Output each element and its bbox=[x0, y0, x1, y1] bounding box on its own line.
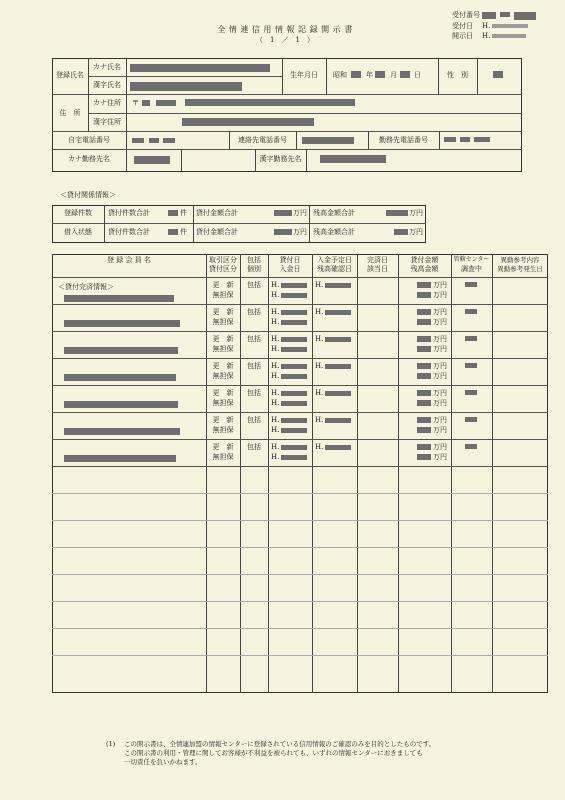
table-row bbox=[0, 306, 565, 331]
kana-work-label: カナ勤務先名 bbox=[68, 155, 110, 163]
address-label: 住 所 bbox=[59, 109, 81, 117]
document-title: 全 情 連 信 用 情 報 記 録 開 示 書 bbox=[217, 25, 353, 34]
col-header-due-date: 入金予定日 bbox=[317, 256, 352, 264]
row-trade-type: 更 新 bbox=[212, 389, 234, 397]
table-row bbox=[0, 360, 565, 385]
summary-row2-label1: 借入状態 bbox=[64, 228, 92, 236]
summary-row2-unit3: 万円 bbox=[409, 228, 423, 236]
row-loan-date: H. bbox=[271, 389, 280, 397]
birth-day-unit: 日 bbox=[414, 71, 421, 79]
kana-name-label: カナ氏名 bbox=[93, 63, 121, 71]
row-loan-date: H. bbox=[271, 362, 280, 370]
row-mode: 包括 bbox=[247, 389, 261, 397]
col-header-paid-date: 完済日 bbox=[367, 256, 388, 264]
row-deposit-date: H. bbox=[271, 426, 280, 434]
row-mode: 包括 bbox=[247, 362, 261, 370]
col-header-loan-date: 貸付日 bbox=[279, 256, 301, 264]
table-row bbox=[0, 441, 565, 466]
kanji-address-redacted bbox=[182, 118, 314, 126]
row-balance-unit: 万円 bbox=[433, 291, 447, 299]
row-due-date: H. bbox=[315, 281, 324, 289]
row-loan-type: 無担保 bbox=[212, 399, 234, 407]
row-loan-amount-unit: 万円 bbox=[433, 416, 447, 424]
row-loan-date: H. bbox=[271, 443, 280, 451]
row-loan-amount-unit: 万円 bbox=[433, 362, 447, 370]
col-header-applicable-date: 該当日 bbox=[367, 265, 388, 273]
row-due-date: H. bbox=[315, 335, 324, 343]
kana-name-redacted bbox=[130, 64, 270, 72]
row-balance-unit: 万円 bbox=[433, 426, 447, 434]
col-header-deposit-date: 入金日 bbox=[279, 265, 301, 273]
loan-info-section-label: ＜貸付関係情報＞ bbox=[60, 191, 116, 199]
row-loan-date: H. bbox=[271, 335, 280, 343]
row-deposit-date: H. bbox=[271, 372, 280, 380]
contact-phone-label: 連絡先電話番号 bbox=[238, 136, 287, 144]
col-header-loan-type: 貸付区分 bbox=[209, 265, 237, 273]
row-loan-amount-unit: 万円 bbox=[433, 281, 447, 289]
kana-address-label: カナ住所 bbox=[93, 99, 121, 107]
row-balance-unit: 万円 bbox=[433, 453, 447, 461]
meta-block bbox=[452, 12, 552, 44]
row-trade-type: 更 新 bbox=[212, 416, 234, 424]
row-loan-amount-unit: 万円 bbox=[433, 335, 447, 343]
kanji-name-redacted bbox=[130, 82, 242, 91]
summary-row2-label3: 貸付金額合計 bbox=[196, 228, 238, 236]
row-mode: 包括 bbox=[247, 335, 261, 343]
row-due-date: H. bbox=[315, 308, 324, 316]
meta-value-disclosure-date: H. bbox=[482, 32, 491, 40]
summary-row2-label4: 残高金額合計 bbox=[313, 228, 355, 236]
summary-row1-label4: 残高金額合計 bbox=[313, 209, 355, 217]
col-header-comprehensive: 包括 bbox=[247, 256, 261, 264]
footer-note-line-3: 一切責任を負いかねます。 bbox=[124, 758, 202, 766]
summary-row2-unit1: 件 bbox=[180, 228, 187, 236]
row-mode: 包括 bbox=[247, 443, 261, 451]
row-loan-date: H. bbox=[271, 416, 280, 424]
row-due-date: H. bbox=[315, 416, 324, 424]
row-loan-type: 無担保 bbox=[212, 345, 234, 353]
summary-row2-label2: 貸付件数合計 bbox=[108, 228, 150, 236]
col-header-member: 登 録 会 員 名 bbox=[107, 256, 151, 264]
kanji-work-label: 漢字勤務先名 bbox=[259, 155, 302, 163]
row-trade-type: 更 新 bbox=[212, 443, 234, 451]
row-loan-date: H. bbox=[271, 308, 280, 316]
birth-year-unit: 年 bbox=[366, 71, 373, 79]
col-header-loan-amount: 貸付金額 bbox=[410, 256, 439, 264]
row-trade-type: 更 新 bbox=[212, 308, 234, 316]
footer-notes bbox=[124, 740, 534, 767]
row-trade-type: 更 新 bbox=[212, 362, 234, 370]
row-deposit-date: H. bbox=[271, 291, 280, 299]
footer-note-line-1: この開示書は、全情連加盟の情報センターに登録されている信用情報のご確認のみを目的としたものです。 bbox=[124, 740, 436, 748]
work-phone-label: 勤務先電話番号 bbox=[379, 136, 428, 144]
birth-date-label: 生年月日 bbox=[290, 71, 318, 79]
row-deposit-date: H. bbox=[271, 345, 280, 353]
row-mode: 包括 bbox=[247, 281, 261, 289]
kanji-address-label: 漢字住所 bbox=[93, 118, 121, 126]
col-header-center: 管轄センター bbox=[453, 256, 490, 263]
summary-row1-unit3: 万円 bbox=[409, 209, 423, 217]
meta-label-receipt-date: 受付日 bbox=[452, 22, 473, 30]
row-loan-type: 無担保 bbox=[212, 372, 234, 380]
row-deposit-date: H. bbox=[271, 453, 280, 461]
meta-label-receipt-no: 受付番号 bbox=[452, 11, 480, 19]
col-header-balance-amount: 残高金額 bbox=[410, 265, 439, 273]
paid-loan-section-label: ＜貸付完済情報＞ bbox=[58, 283, 114, 291]
row-due-date: H. bbox=[315, 443, 324, 451]
summary-row1-label2: 貸付件数合計 bbox=[108, 209, 150, 217]
meta-label-disclosure-date: 開示日 bbox=[452, 32, 473, 40]
page-indicator: （ 1 ／ 1 ） bbox=[256, 36, 314, 44]
row-mode: 包括 bbox=[247, 308, 261, 316]
row-loan-type: 無担保 bbox=[212, 453, 234, 461]
kanji-name-label: 漢字氏名 bbox=[93, 81, 121, 89]
summary-row1-label1: 登録件数 bbox=[64, 209, 92, 217]
row-mode: 包括 bbox=[247, 416, 261, 424]
col-header-investigating: 調査中 bbox=[461, 265, 482, 273]
row-balance-unit: 万円 bbox=[433, 399, 447, 407]
col-header-individual: 個別 bbox=[247, 265, 261, 273]
row-balance-unit: 万円 bbox=[433, 372, 447, 380]
row-loan-amount-unit: 万円 bbox=[433, 389, 447, 397]
col-header-balance-check-date: 残高確認日 bbox=[317, 265, 352, 273]
meta-value-receipt-date: H. bbox=[482, 22, 491, 30]
footer-note-marker: (1) bbox=[106, 740, 116, 748]
table-row bbox=[0, 387, 565, 412]
col-header-change-date: 異動参考発生日 bbox=[497, 265, 543, 273]
row-loan-type: 無担保 bbox=[212, 318, 234, 326]
birth-era: 昭和 bbox=[333, 71, 347, 79]
row-balance-unit: 万円 bbox=[433, 345, 447, 353]
reg-name-label: 登録氏名 bbox=[56, 71, 84, 79]
table-row bbox=[0, 414, 565, 439]
col-header-trade-type: 取引区分 bbox=[209, 256, 237, 264]
summary-row1-unit1: 件 bbox=[180, 209, 187, 217]
kana-address-postal-mark: 〒 bbox=[132, 99, 139, 107]
gender-label: 性 別 bbox=[447, 71, 468, 79]
birth-month-unit: 月 bbox=[390, 71, 397, 79]
row-trade-type: 更 新 bbox=[212, 281, 234, 289]
row-due-date: H. bbox=[315, 389, 324, 397]
row-due-date: H. bbox=[315, 362, 324, 370]
row-loan-amount-unit: 万円 bbox=[433, 308, 447, 316]
row-loan-amount-unit: 万円 bbox=[433, 443, 447, 451]
footer-note-line-2: この開示書の利用・管理に関してお客様が不利益を被られても、いずれの情報センターにおきましても bbox=[124, 749, 423, 757]
row-deposit-date: H. bbox=[271, 318, 280, 326]
row-loan-date: H. bbox=[271, 281, 280, 289]
kana-address-redacted bbox=[185, 99, 355, 106]
row-trade-type: 更 新 bbox=[212, 335, 234, 343]
row-loan-type: 無担保 bbox=[212, 426, 234, 434]
summary-row1-unit2: 万円 bbox=[293, 209, 307, 217]
summary-row1-label3: 貸付金額合計 bbox=[196, 209, 238, 217]
home-phone-label: 自宅電話番号 bbox=[68, 136, 110, 144]
gender-redacted bbox=[493, 71, 503, 78]
summary-row2-unit2: 万円 bbox=[293, 228, 307, 236]
col-header-change-ref: 異動参考内容 bbox=[500, 256, 540, 264]
row-balance-unit: 万円 bbox=[433, 318, 447, 326]
row-loan-type: 無担保 bbox=[212, 291, 234, 299]
row-deposit-date: H. bbox=[271, 399, 280, 407]
table-row bbox=[0, 279, 565, 304]
table-row bbox=[0, 333, 565, 358]
